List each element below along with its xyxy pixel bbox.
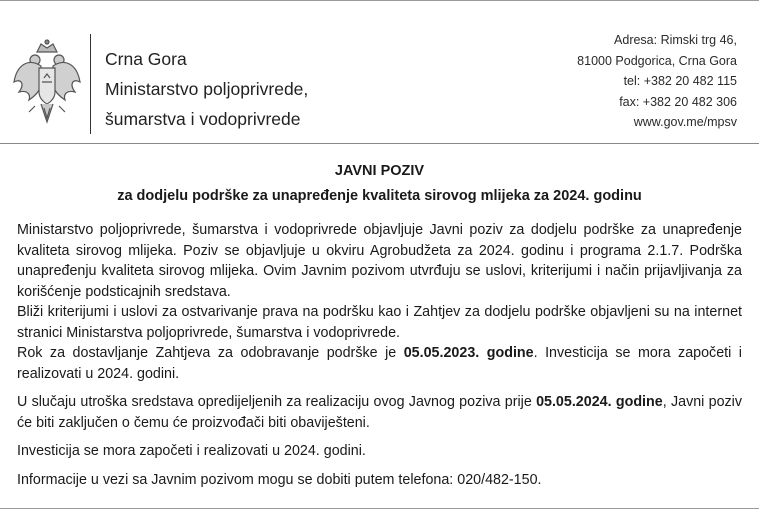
address-city: 81000 Podgorica, Crna Gora [577, 53, 737, 68]
closure-text-end: , Javni poziv će biti zaključen o čemu će proizvođači biti obaviješteni. [17, 394, 742, 431]
top-border [0, 0, 759, 1]
deadline-text-start: Rok za dostavljanje Zahtjeva za odobravanje podrške je [17, 345, 404, 361]
deadline-text-end: . Investicija se mora započeti i realizovati u 2024. godini. [17, 345, 742, 382]
paragraph-criteria: Bliži kriterijumi i uslovi za ostvarivanje prava na podršku kao i Zahtjev za dodjelu podrške objavljeni su na internet stranici Ministarstva poljoprivrede, šumarstva i vodoprivrede. [17, 304, 742, 341]
paragraph-investment: Investicija se mora započeti i realizovati u 2024. godini. [17, 443, 366, 459]
ministry-line-name: Ministarstvo poljoprivrede, [105, 79, 309, 99]
address-street: Adresa: Rimski trg 46, [614, 33, 737, 47]
fax-number: fax: +382 20 482 306 [619, 94, 737, 109]
contact-block [477, 30, 737, 133]
document-title: JAVNI POZIV [334, 163, 425, 179]
closure-text-start: U slučaju utroška sredstava opredijeljenih za realizaciju ovog Javnog poziva prije [17, 394, 537, 410]
deadline-date: 05.05.2023. godine [403, 345, 534, 361]
document-subtitle: za dodjelu podrške za unapređenje kvaliteta sirovog mlijeka za 2024. godinu [117, 188, 642, 204]
phone-number: tel: +382 20 482 115 [623, 74, 737, 88]
ministry-line-country: Crna Gora [105, 49, 187, 69]
closure-date: 05.05.2024. godine [536, 394, 663, 410]
paragraph-intro: Ministarstvo poljoprivrede, šumarstva i vodoprivrede objavljuje Javni poziv za dodjelu podrške za unapređenje kvaliteta sirovog mlijeka. Poziv se objavljuje u okviru Agrobudžeta za 2024. godinu i programa 2.1.7. Podrška unapređenju kvaliteta sirovog mlijeka. Ovim Javnim pozivom utvrđuju se uslovi, kriterijumi i način prijavljivanja za korišćenje podsticajnih sredstava. [17, 222, 742, 300]
ministry-name-block [105, 44, 405, 134]
bottom-border [0, 508, 759, 509]
paragraph-contact-info: Informacije u vezi sa Javnim pozivom mogu se dobiti putem telefona: 020/482-150. [17, 471, 542, 488]
montenegro-coat-of-arms-icon [11, 38, 83, 128]
header-rule [0, 143, 759, 144]
website-link[interactable]: www.gov.me/mpsv [633, 115, 737, 129]
paragraph-closure [17, 392, 742, 433]
paragraph-deadline [17, 343, 742, 384]
header-divider [90, 34, 91, 134]
ministry-line-name-cont: šumarstva i vodoprivrede [105, 109, 301, 129]
document-body [17, 220, 742, 490]
